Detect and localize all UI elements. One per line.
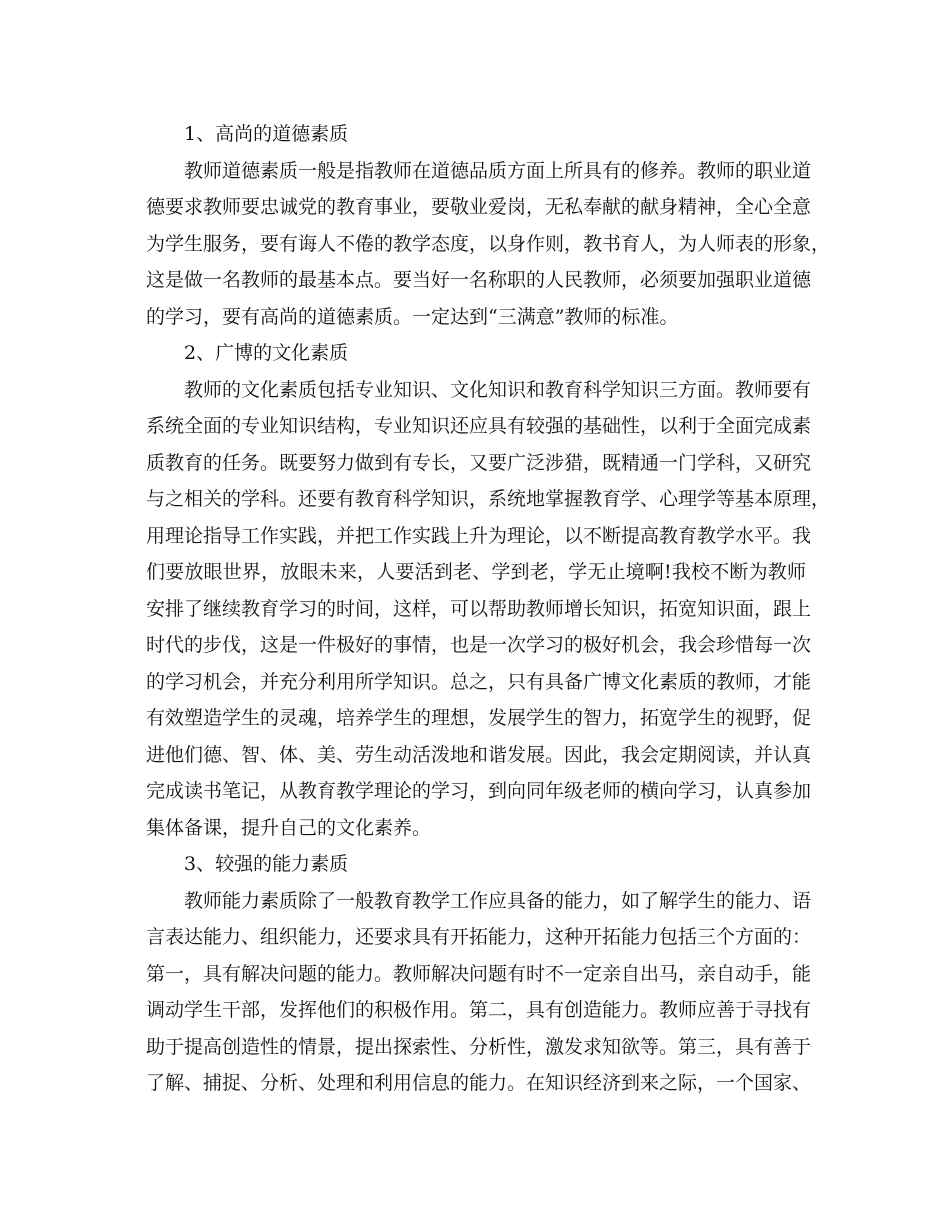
paragraph-line: 们要放眼世界，放眼未来，人要活到老、学到老，学无止境啊!我校不断为教师 (146, 561, 806, 583)
section-heading: 3、较强的能力素质 (184, 853, 349, 875)
paragraph-line: 了解、捕捉、分析、处理和利用信息的能力。在知识经济到来之际，一个国家、 (146, 1072, 812, 1094)
paragraph-line: 第一，具有解决问题的能力。教师解决问题有时不一定亲自出马，亲自动手，能 (146, 962, 812, 985)
paragraph-line: 安排了继续教育学习的时间，这样，可以帮助教师增长知识，拓宽知识面，跟上 (146, 597, 812, 620)
paragraph-line: 为学生服务，要有诲人不倦的教学态度，以身作则，教书育人，为人师表的形象， (146, 232, 831, 255)
paragraph-line: 完成读书笔记，从教育教学理论的学习，到向同年级老师的横向学习，认真参加 (146, 780, 812, 802)
paragraph-line: 言表达能力、组织能力，还要求具有开拓能力，这种开拓能力包括三个方面的： (146, 926, 812, 948)
paragraph-line: 调动学生干部，发挥他们的积极作用。第二，具有创造能力。教师应善于寻找有 (146, 999, 812, 1021)
paragraph-line: 用理论指导工作实践，并把工作实践上升为理论，以不断提高教育教学水平。我 (146, 524, 812, 547)
document-page (146, 116, 831, 1102)
paragraph-line: 的学习机会，并充分利用所学知识。总之，只有具备广博文化素质的教师，才能 (146, 670, 812, 693)
paragraph-line: 德要求教师要忠诚党的教育事业，要敬业爱岗，无私奉献的献身精神，全心全意 (146, 196, 812, 218)
paragraph-line: 与之相关的学科。还要有教育科学知识，系统地掌握教育学、心理学等基本原理， (146, 488, 831, 510)
paragraph-line: 集体备课，提升自己的文化素养。 (146, 816, 432, 839)
paragraph-line: 有效塑造学生的灵魂，培养学生的理想，发展学生的智力，拓宽学生的视野，促 (146, 707, 812, 729)
paragraph-line: 的学习，要有高尚的道德素质。一定达到“三满意”教师的标准。 (146, 305, 679, 328)
paragraph-line: 质教育的任务。既要努力做到有专长，又要广泛涉猎，既精通一门学科，又研究 (146, 451, 812, 474)
paragraph-line: 教师道德素质一般是指教师在道德品质方面上所具有的修养。教师的职业道 (184, 159, 812, 182)
paragraph-line: 教师能力素质除了一般教育教学工作应具备的能力，如了解学生的能力、语 (184, 889, 812, 912)
section-heading: 2、广博的文化素质 (184, 342, 349, 364)
paragraph-line: 系统全面的专业知识结构，专业知识还应具有较强的基础性，以利于全面完成素 (146, 415, 812, 437)
paragraph-line: 进他们德、智、体、美、劳生动活泼地和谐发展。因此，我会定期阅读，并认真 (146, 743, 812, 766)
paragraph-line: 时代的步伐，这是一件极好的事情，也是一次学习的极好机会，我会珍惜每一次 (146, 634, 812, 656)
paragraph-line: 助于提高创造性的情景，提出探索性、分析性，激发求知欲等。第三，具有善于 (146, 1035, 812, 1058)
paragraph-line: 教师的文化素质包括专业知识、文化知识和教育科学知识三方面。教师要有 (184, 378, 812, 401)
paragraph-line: 这是做一名教师的最基本点。要当好一名称职的人民教师，必须要加强职业道德 (146, 269, 812, 291)
section-heading: 1、高尚的道德素质 (184, 123, 349, 145)
